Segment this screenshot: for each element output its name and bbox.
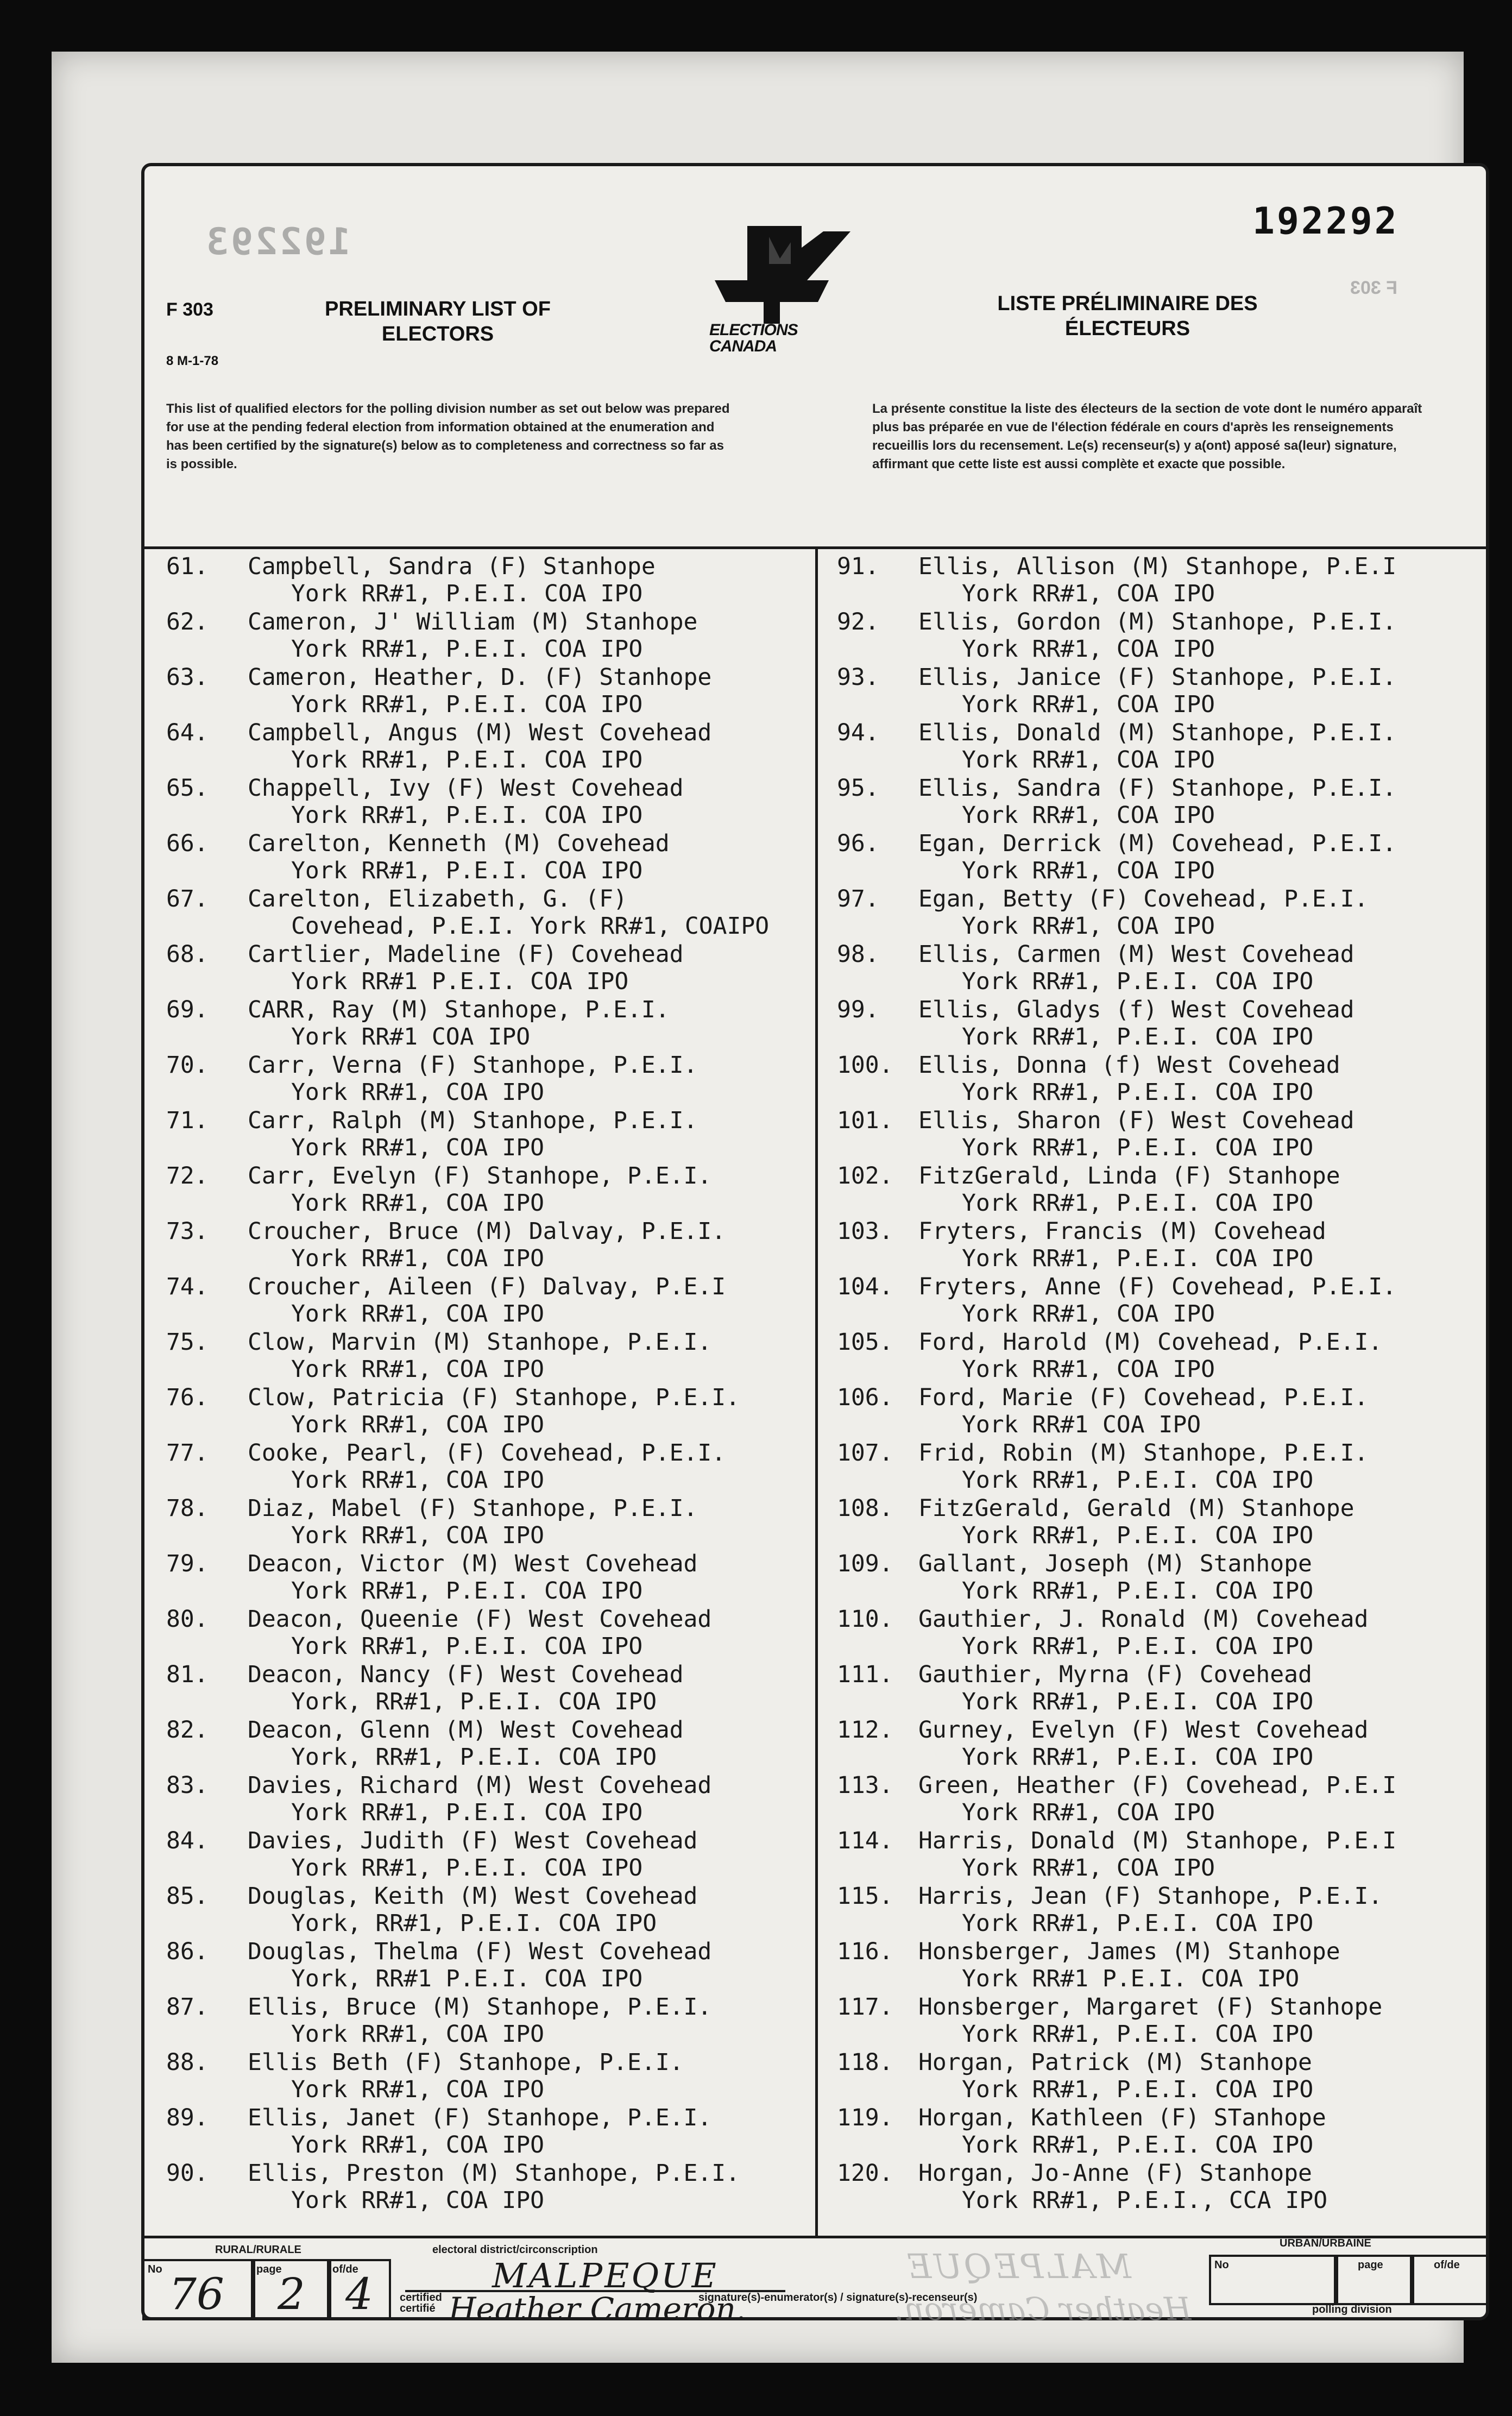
elector-number: 114. [837, 1827, 893, 1854]
form-code-ghost: F 303 [1350, 278, 1397, 298]
elector-address-line: York RR#1, P.E.I. COA IPO [291, 1799, 643, 1826]
elector-name-line: Ellis, Carmen (M) West Covehead [918, 941, 1354, 968]
elector-entry [166, 2049, 684, 2103]
elector-name-line: Ellis, Janet (F) Stanhope, P.E.I. [248, 2104, 712, 2131]
elector-entry [837, 1052, 1340, 1106]
elector-address-line: York RR#1, P.E.I. COA IPO [962, 1910, 1314, 1937]
elector-entry [166, 719, 711, 773]
elector-entry [837, 1218, 1326, 1272]
elector-entry [837, 1661, 1313, 1715]
elector-entry [166, 1273, 726, 1327]
elector-number: 77. [166, 1439, 209, 1467]
elector-entry [166, 664, 711, 718]
district-value-ghost: MALPEQUE [905, 2247, 1131, 2286]
form-code: F 303 [166, 299, 213, 320]
elector-name-line: Diaz, Mabel (F) Stanhope, P.E.I. [248, 1495, 698, 1522]
elector-address-line: York RR#1, COA IPO [291, 1411, 544, 1438]
elector-number: 118. [837, 2049, 893, 2076]
elector-name-line: Ellis, Allison (M) Stanhope, P.E.I [918, 553, 1397, 580]
elector-address-line: York RR#1 P.E.I. COA IPO [962, 1965, 1300, 1992]
elector-name-line: Ellis, Janice (F) Stanhope, P.E.I. [918, 664, 1397, 691]
elector-address-line: York RR#1, COA IPO [962, 636, 1215, 663]
elector-number: 98. [837, 941, 879, 968]
elector-address-line: York RR#1, P.E.I. COA IPO [962, 1467, 1314, 1494]
form-footer [144, 2236, 1486, 2327]
elector-name-line: Ellis, Gordon (M) Stanhope, P.E.I. [918, 608, 1397, 636]
elector-name-line: Campbell, Angus (M) West Covehead [248, 719, 712, 746]
rural-page-label: page [256, 2263, 282, 2275]
elector-number: 61. [166, 553, 209, 580]
elector-name-line: Horgan, Kathleen (F) STanhope [918, 2104, 1326, 2131]
elector-number: 85. [166, 1883, 209, 1910]
elector-address-line: York RR#1, P.E.I. COA IPO [962, 1134, 1314, 1161]
elector-number: 64. [166, 719, 209, 746]
elector-entry [166, 1772, 711, 1826]
elector-number: 91. [837, 553, 879, 580]
rural-of-value: 4 [345, 2269, 373, 2319]
intro-text-english: This list of qualified electors for the polling division number as set out below was prepared for use at the pending federal election from information obtained at the enumeration and has been certified by the signature(s) below as to completeness and correctness so far as is possible. [166, 401, 730, 471]
elector-name-line: Ford, Marie (F) Covehead, P.E.I. [918, 1384, 1369, 1411]
elector-number: 82. [166, 1716, 209, 1744]
serial-number-ghost: 192293 [204, 221, 351, 263]
rural-label: RURAL/RURALE [215, 2244, 301, 2256]
elector-address-line: York, RR#1, P.E.I. COA IPO [291, 1910, 657, 1937]
elector-number: 116. [837, 1938, 893, 1965]
elector-number: 81. [166, 1661, 209, 1688]
elector-name-line: Deacon, Glenn (M) West Covehead [248, 1716, 684, 1744]
elector-number: 80. [166, 1606, 209, 1633]
elector-name-line: Cartlier, Madeline (F) Covehead [248, 941, 684, 968]
elector-number: 83. [166, 1772, 209, 1799]
elector-name-line: Davies, Richard (M) West Covehead [248, 1772, 712, 1799]
elector-name-line: Ford, Harold (M) Covehead, P.E.I. [918, 1329, 1383, 1356]
elector-address-line: York RR#1 COA IPO [291, 1023, 531, 1050]
elector-name-line: Honsberger, James (M) Stanhope [918, 1938, 1340, 1965]
elector-name-line: Douglas, Keith (M) West Covehead [248, 1883, 698, 1910]
elector-number: 111. [837, 1661, 893, 1688]
elector-number: 99. [837, 996, 879, 1023]
logo-text-line2: CANADA [709, 337, 777, 355]
elector-address-line: York RR#1, COA IPO [291, 1134, 544, 1161]
elector-name-line: Chappell, Ivy (F) West Covehead [248, 775, 684, 802]
elector-address-line: York, RR#1 P.E.I. COA IPO [291, 1965, 643, 1992]
elector-name-line: Deacon, Victor (M) West Covehead [248, 1550, 698, 1577]
elector-address-line: York RR#1, P.E.I. COA IPO [962, 1744, 1314, 1771]
elector-number: 106. [837, 1384, 893, 1411]
elector-entry [166, 2160, 740, 2214]
elector-address-line: York RR#1, COA IPO [962, 802, 1215, 829]
elector-number: 66. [166, 830, 209, 857]
elector-number: 84. [166, 1827, 209, 1854]
elector-address-line: York RR#1, COA IPO [962, 1356, 1215, 1383]
elector-address-line: York RR#1, P.E.I. COA IPO [962, 1633, 1314, 1660]
elector-entry [837, 2049, 1313, 2103]
elector-name-line: Croucher, Aileen (F) Dalvay, P.E.I [248, 1273, 726, 1300]
rural-no-box [142, 2259, 255, 2320]
elector-number: 78. [166, 1495, 209, 1522]
elector-number: 94. [837, 719, 879, 746]
elector-entry [837, 941, 1354, 995]
elector-address-line: York RR#1, COA IPO [291, 1467, 544, 1494]
elector-entry [166, 830, 670, 884]
elector-entry [166, 1439, 726, 1494]
district-label: electoral district/circonscription [432, 2244, 598, 2256]
urban-page-label: page [1358, 2259, 1383, 2271]
elector-address-line: York RR#1, COA IPO [291, 1245, 544, 1272]
elector-entry [837, 1273, 1396, 1327]
elector-number: 96. [837, 830, 879, 857]
elector-name-line: Fryters, Francis (M) Covehead [918, 1218, 1326, 1245]
elector-number: 113. [837, 1772, 893, 1799]
elector-address-line: York RR#1, P.E.I. COA IPO [291, 1577, 643, 1605]
elector-name-line: Clow, Patricia (F) Stanhope, P.E.I. [248, 1384, 740, 1411]
elector-number: 65. [166, 775, 209, 802]
elector-number: 86. [166, 1938, 209, 1965]
title-english [297, 297, 579, 347]
elector-address-line: York RR#1, COA IPO [962, 1300, 1215, 1327]
elector-entry [166, 941, 684, 995]
elector-name-line: Carr, Ralph (M) Stanhope, P.E.I. [248, 1107, 698, 1134]
elector-name-line: Fryters, Anne (F) Covehead, P.E.I. [918, 1273, 1397, 1300]
elector-number: 76. [166, 1384, 209, 1411]
elector-entry [837, 830, 1396, 884]
document-sheet [52, 52, 1464, 2363]
elector-entry [837, 664, 1396, 718]
elector-name-line: Ellis Beth (F) Stanhope, P.E.I. [248, 2049, 684, 2076]
urban-label: URBAN/URBAINE [1280, 2237, 1371, 2249]
elector-name-line: Croucher, Bruce (M) Dalvay, P.E.I. [248, 1218, 726, 1245]
elector-entry [837, 553, 1396, 607]
elector-number: 87. [166, 1993, 209, 2021]
elector-address-line: York RR#1, P.E.I. COA IPO [291, 802, 643, 829]
elector-address-line: York RR#1, COA IPO [962, 1799, 1215, 1826]
rural-page-box [251, 2259, 331, 2320]
elector-entry [166, 2104, 711, 2159]
elector-entry [837, 2104, 1326, 2159]
signature-label: signature(s)-enumerator(s) / signature(s)-recenseur(s) [698, 2292, 978, 2304]
elector-entry [837, 1883, 1382, 1937]
rural-of-box [327, 2259, 391, 2320]
elector-entry [166, 1827, 697, 1882]
elector-entry [837, 1107, 1354, 1161]
certified-label-en: certified [400, 2292, 442, 2304]
elector-address-line: York RR#1, COA IPO [291, 1190, 544, 1217]
elector-name-line: Horgan, Jo-Anne (F) Stanhope [918, 2160, 1312, 2187]
serial-number: 192292 [1252, 200, 1399, 243]
district-value: MALPEQUE [492, 2256, 719, 2295]
elector-name-line: Carelton, Elizabeth, G. (F) [248, 885, 627, 913]
elector-name-line: Ellis, Donna (f) West Covehead [918, 1052, 1340, 1079]
elector-address-line: York RR#1, COA IPO [962, 746, 1215, 773]
elector-name-line: Carelton, Kenneth (M) Covehead [248, 830, 670, 857]
elector-name-line: Cameron, Heather, D. (F) Stanhope [248, 664, 712, 691]
elector-address-line: York RR#1, P.E.I. COA IPO [962, 2076, 1314, 2103]
elector-address-line: York RR#1 COA IPO [962, 1411, 1201, 1438]
elector-address-line: York, RR#1, P.E.I. COA IPO [291, 1688, 657, 1715]
elector-entry [166, 1550, 697, 1605]
elector-name-line: Frid, Robin (M) Stanhope, P.E.I. [918, 1439, 1369, 1467]
elector-name-line: Carr, Verna (F) Stanhope, P.E.I. [248, 1052, 698, 1079]
elector-entry [837, 1329, 1382, 1383]
elector-address-line: York RR#1, P.E.I. COA IPO [291, 857, 643, 884]
elector-entry [837, 1439, 1368, 1494]
elector-entry [837, 996, 1354, 1050]
elector-address-line: York RR#1, P.E.I. COA IPO [962, 1522, 1314, 1549]
elector-address-line: York RR#1, COA IPO [291, 1522, 544, 1549]
elector-name-line: Davies, Judith (F) West Covehead [248, 1827, 698, 1854]
title-french-line2: ÉLECTEURS [1064, 317, 1190, 340]
elector-entry [166, 1329, 711, 1383]
elector-number: 103. [837, 1218, 893, 1245]
elector-number: 95. [837, 775, 879, 802]
elector-entry [166, 1162, 711, 1217]
elector-address-line: York RR#1, P.E.I. COA IPO [291, 636, 643, 663]
elector-entry [837, 608, 1396, 663]
elector-name-line: Gurney, Evelyn (F) West Covehead [918, 1716, 1369, 1744]
elector-name-line: Gallant, Joseph (M) Stanhope [918, 1550, 1312, 1577]
elector-number: 93. [837, 664, 879, 691]
elector-entry [166, 1606, 711, 1660]
elector-address-line: York RR#1, P.E.I. COA IPO [962, 968, 1314, 995]
title-english-line1: PRELIMINARY LIST OF [325, 298, 551, 320]
elector-entry [166, 1107, 697, 1161]
elector-name-line: Ellis, Gladys (f) West Covehead [918, 996, 1354, 1023]
elector-entry [837, 1606, 1368, 1660]
elector-name-line: Carr, Evelyn (F) Stanhope, P.E.I. [248, 1162, 712, 1190]
elector-entry [166, 1218, 726, 1272]
elector-number: 79. [166, 1550, 209, 1577]
elector-number: 75. [166, 1329, 209, 1356]
elector-number: 92. [837, 608, 879, 636]
title-english-line2: ELECTORS [381, 323, 494, 345]
elector-number: 110. [837, 1606, 893, 1633]
elector-name-line: Gauthier, Myrna (F) Covehead [918, 1661, 1312, 1688]
elector-entry [837, 1827, 1396, 1882]
form-revision: 8 M-1-78 [166, 354, 219, 368]
elector-entry [837, 719, 1396, 773]
elector-number: 69. [166, 996, 209, 1023]
elector-entry [166, 1661, 684, 1715]
elector-entry [166, 1052, 697, 1106]
elector-address-line: York RR#1, COA IPO [962, 913, 1215, 940]
elector-number: 109. [837, 1550, 893, 1577]
elector-entry [837, 885, 1368, 940]
elector-address-line: York RR#1, P.E.I. COA IPO [962, 1577, 1314, 1605]
elector-number: 100. [837, 1052, 893, 1079]
title-french [959, 291, 1296, 341]
elector-address-line: York RR#1, P.E.I. COA IPO [291, 691, 643, 718]
elector-number: 68. [166, 941, 209, 968]
elector-number: 88. [166, 2049, 209, 2076]
elector-address-line: York RR#1 P.E.I. COA IPO [291, 968, 629, 995]
elector-name-line: Horgan, Patrick (M) Stanhope [918, 2049, 1312, 2076]
elector-entry [837, 1495, 1354, 1549]
elector-entry [166, 1938, 711, 1992]
elector-name-line: Gauthier, J. Ronald (M) Covehead [918, 1606, 1369, 1633]
elector-entry [837, 1716, 1368, 1771]
elector-address-line: Covehead, P.E.I. York RR#1, COAIPO [291, 913, 770, 940]
elector-entry [837, 1550, 1313, 1605]
elector-entry [837, 1993, 1382, 2048]
elector-entry [166, 885, 769, 940]
elector-address-line: York RR#1, P.E.I. COA IPO [291, 746, 643, 773]
elector-address-line: York RR#1, P.E.I. COA IPO [291, 1633, 643, 1660]
elector-address-line: York RR#1, COA IPO [962, 1854, 1215, 1882]
urban-no-box [1209, 2255, 1338, 2305]
elector-name-line: Ellis, Bruce (M) Stanhope, P.E.I. [248, 1993, 712, 2021]
elector-name-line: Ellis, Preston (M) Stanhope, P.E.I. [248, 2160, 740, 2187]
urban-of-box [1410, 2255, 1488, 2305]
elector-address-line: York RR#1, COA IPO [291, 2187, 544, 2214]
enumerator-signature: Heather Cameron. [449, 2291, 746, 2327]
elector-entry [837, 1772, 1396, 1826]
elector-address-line: York RR#1, P.E.I. COA IPO [291, 580, 643, 607]
elector-number: 97. [837, 885, 879, 913]
elector-number: 105. [837, 1329, 893, 1356]
elector-entry [837, 2160, 1327, 2214]
elector-name-line: Harris, Jean (F) Stanhope, P.E.I. [918, 1883, 1383, 1910]
elector-number: 104. [837, 1273, 893, 1300]
column-divider [815, 546, 818, 2238]
elector-entry [837, 1938, 1340, 1992]
elector-number: 112. [837, 1716, 893, 1744]
elector-name-line: Deacon, Nancy (F) West Covehead [248, 1661, 684, 1688]
elector-number: 107. [837, 1439, 893, 1467]
elector-number: 115. [837, 1883, 893, 1910]
elector-entry [837, 1162, 1340, 1217]
elector-name-line: Ellis, Sandra (F) Stanhope, P.E.I. [918, 775, 1397, 802]
elector-entry [166, 1384, 740, 1438]
elector-name-line: FitzGerald, Gerald (M) Stanhope [918, 1495, 1354, 1522]
elector-entry [166, 608, 697, 663]
elector-list [144, 546, 1486, 2241]
rural-no-label: No [148, 2263, 162, 2275]
elector-entry [166, 1716, 684, 1771]
elector-address-line: York RR#1, P.E.I. COA IPO [962, 2021, 1314, 2048]
elector-name-line: FitzGerald, Linda (F) Stanhope [918, 1162, 1340, 1190]
elector-address-line: York RR#1, P.E.I. COA IPO [962, 1190, 1314, 1217]
elector-name-line: Honsberger, Margaret (F) Stanhope [918, 1993, 1383, 2021]
district-field [405, 2256, 785, 2295]
elector-address-line: York RR#1, P.E.I., CCA IPO [962, 2187, 1328, 2214]
urban-of-label: of/de [1434, 2259, 1460, 2271]
elector-name-line: Harris, Donald (M) Stanhope, P.E.I [918, 1827, 1397, 1854]
elector-name-line: Ellis, Donald (M) Stanhope, P.E.I. [918, 719, 1397, 746]
elector-entry [166, 996, 670, 1050]
elector-number: 70. [166, 1052, 209, 1079]
intro-text-french: La présente constitue la liste des électeurs de la section de vote dont le numéro apparaît plus bas préparée en vue de l'élection fédérale en cours d'après les renseignements recueillis lors du recensement. Le(s) recenseur(s) y a(ont) apposé sa(leur) signature, affirmant que cette liste est aussi complète et exacte que possible. [872, 401, 1422, 471]
elector-name-line: Deacon, Queenie (F) West Covehead [248, 1606, 712, 1633]
elector-name-line: Egan, Betty (F) Covehead, P.E.I. [918, 885, 1369, 913]
polling-division-label-en: polling division [1312, 2304, 1392, 2316]
elections-canada-logo [688, 226, 867, 367]
elector-entry [837, 775, 1396, 829]
elector-entry [166, 1495, 697, 1549]
elector-name-line: Campbell, Sandra (F) Stanhope [248, 553, 656, 580]
elector-number: 120. [837, 2160, 893, 2187]
elector-entry [166, 775, 684, 829]
elector-list-form [141, 163, 1489, 2327]
elector-address-line: York RR#1, COA IPO [291, 1079, 544, 1106]
elector-number: 101. [837, 1107, 893, 1134]
elector-number: 67. [166, 885, 209, 913]
title-french-line1: LISTE PRÉLIMINAIRE DES [997, 292, 1258, 315]
elector-number: 74. [166, 1273, 209, 1300]
elector-address-line: York RR#1, COA IPO [291, 1356, 544, 1383]
elector-entry [166, 553, 656, 607]
elector-number: 102. [837, 1162, 893, 1190]
rural-page-value: 2 [278, 2269, 305, 2319]
elector-number: 119. [837, 2104, 893, 2131]
elector-address-line: York RR#1, COA IPO [291, 2021, 544, 2048]
elector-number: 72. [166, 1162, 209, 1190]
elector-number: 90. [166, 2160, 209, 2187]
elector-number: 73. [166, 1218, 209, 1245]
rural-of-label: of/de [332, 2263, 358, 2275]
urban-page-box [1334, 2255, 1414, 2305]
elector-number: 89. [166, 2104, 209, 2131]
elector-address-line: York RR#1, COA IPO [291, 2076, 544, 2103]
elector-address-line: York RR#1, COA IPO [962, 857, 1215, 884]
elector-address-line: York RR#1, P.E.I. COA IPO [291, 1854, 643, 1882]
enumerator-signature-ghost: Heather Cameron. [894, 2291, 1192, 2327]
elector-name-line: Clow, Marvin (M) Stanhope, P.E.I. [248, 1329, 712, 1356]
elector-name-line: Cameron, J' William (M) Stanhope [248, 608, 698, 636]
elector-name-line: Cooke, Pearl, (F) Covehead, P.E.I. [248, 1439, 726, 1467]
elector-address-line: York RR#1, COA IPO [962, 580, 1215, 607]
elector-name-line: CARR, Ray (M) Stanhope, P.E.I. [248, 996, 670, 1023]
elector-name-line: Egan, Derrick (M) Covehead, P.E.I. [918, 830, 1397, 857]
elector-address-line: York RR#1, P.E.I. COA IPO [962, 2131, 1314, 2159]
elector-address-line: York RR#1, COA IPO [291, 2131, 544, 2159]
elector-address-line: York RR#1, P.E.I. COA IPO [962, 1079, 1314, 1106]
rural-no-value: 76 [169, 2269, 224, 2319]
logo-text-line1: ELECTIONS [709, 321, 798, 339]
elector-number: 71. [166, 1107, 209, 1134]
elector-number: 108. [837, 1495, 893, 1522]
elector-address-line: York, RR#1, P.E.I. COA IPO [291, 1744, 657, 1771]
elector-number: 63. [166, 664, 209, 691]
certified-label-fr: certifié [400, 2302, 436, 2314]
elector-address-line: York RR#1, COA IPO [962, 691, 1215, 718]
elector-address-line: York RR#1, COA IPO [291, 1300, 544, 1327]
elector-number: 62. [166, 608, 209, 636]
elector-entry [166, 1883, 697, 1937]
elector-name-line: Ellis, Sharon (F) West Covehead [918, 1107, 1354, 1134]
urban-no-label: No [1214, 2259, 1229, 2271]
elector-entry [837, 1384, 1368, 1438]
elector-address-line: York RR#1, P.E.I. COA IPO [962, 1688, 1314, 1715]
elector-name-line: Green, Heather (F) Covehead, P.E.I [918, 1772, 1397, 1799]
elector-number: 117. [837, 1993, 893, 2021]
elector-entry [166, 1993, 711, 2048]
elector-address-line: York RR#1, P.E.I. COA IPO [962, 1245, 1314, 1272]
elector-name-line: Douglas, Thelma (F) West Covehead [248, 1938, 712, 1965]
elector-address-line: York RR#1, P.E.I. COA IPO [962, 1023, 1314, 1050]
